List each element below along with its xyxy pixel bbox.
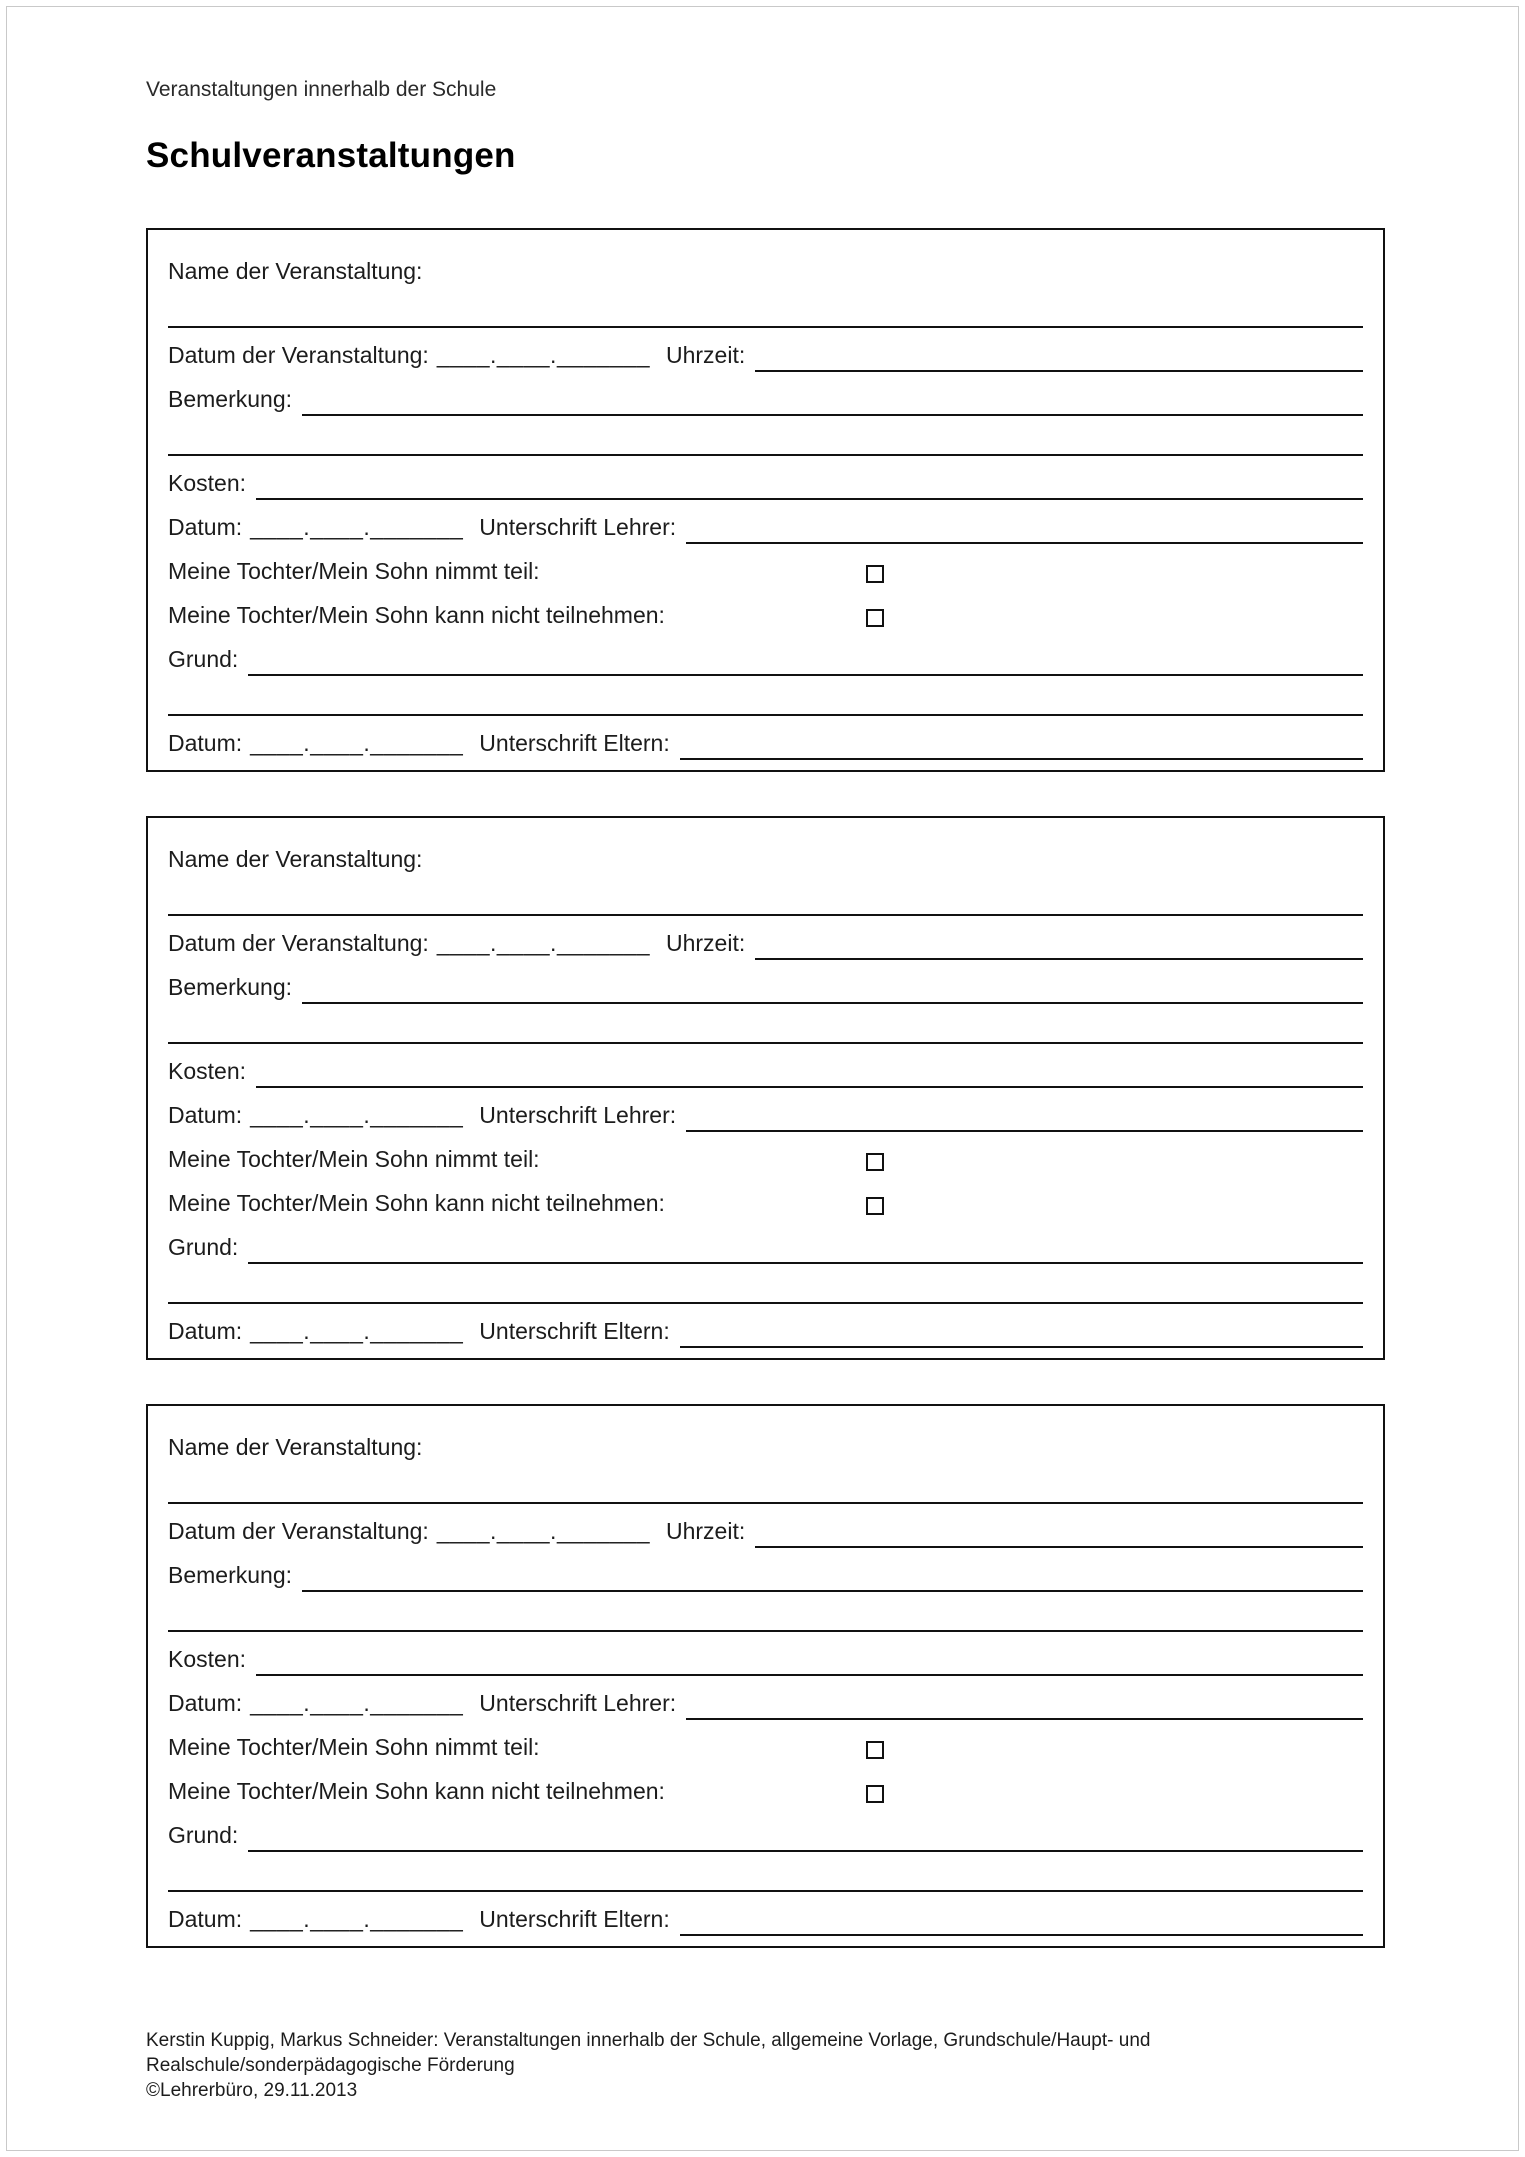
participate-checkbox[interactable] [866, 1153, 884, 1171]
cost-label: Kosten: [168, 1646, 246, 1672]
not-participate-label: Meine Tochter/Mein Sohn kann nicht teilnehmen: [168, 1778, 665, 1804]
time-label: Uhrzeit: [665, 1518, 746, 1544]
reason-continuation-field[interactable] [168, 1274, 1363, 1304]
parent-signature-label: Unterschrift Eltern: [479, 730, 670, 756]
cost-label: Kosten: [168, 1058, 246, 1084]
date-short-label: Datum: [168, 514, 243, 540]
event-name-row [168, 832, 1363, 876]
reason-row [168, 632, 1363, 676]
participate-checkbox[interactable] [866, 1741, 884, 1759]
event-date-label: Datum der Veranstaltung: [168, 930, 429, 956]
not-participate-label: Meine Tochter/Mein Sohn kann nicht teilnehmen: [168, 602, 665, 628]
event-name-row [168, 1420, 1363, 1464]
event-name-label: Name der Veranstaltung: [168, 1434, 423, 1460]
date-short-label: Datum: [168, 1318, 243, 1344]
participate-checkbox[interactable] [866, 565, 884, 583]
event-name-label: Name der Veranstaltung: [168, 846, 423, 872]
remark-label: Bemerkung: [168, 386, 293, 412]
date-short-label: Datum: [168, 1690, 243, 1716]
reason-field[interactable] [248, 1822, 1363, 1852]
participate-label: Meine Tochter/Mein Sohn nimmt teil: [168, 1734, 540, 1760]
time-label: Uhrzeit: [665, 342, 746, 368]
time-label: Uhrzeit: [665, 930, 746, 956]
reason-continuation-field[interactable] [168, 1862, 1363, 1892]
event-date-label: Datum der Veranstaltung: [168, 1518, 429, 1544]
cost-label: Kosten: [168, 470, 246, 496]
reason-label: Grund: [168, 1822, 239, 1848]
remark-continuation-row [168, 1592, 1363, 1632]
participate-row [168, 1132, 1363, 1176]
participate-row [168, 1720, 1363, 1764]
participate-label: Meine Tochter/Mein Sohn nimmt teil: [168, 1146, 540, 1172]
parent-date-field[interactable]: ____.____._______ [250, 1906, 464, 1932]
time-field[interactable] [755, 1518, 1363, 1548]
footer-credit: Kerstin Kuppig, Markus Schneider: Veranstaltungen innerhalb der Schule, allgemeine Vorlage, Grundschule/Haupt- und Realschule/sonderpädagogische Förderung [146, 2030, 1151, 2076]
event-date-row [168, 328, 1363, 372]
event-name-field[interactable] [168, 298, 1363, 328]
event-date-field[interactable]: ____.____._______ [436, 930, 650, 956]
remark-continuation-field[interactable] [168, 1602, 1363, 1632]
remark-field[interactable] [302, 974, 1363, 1004]
page-title: Schulveranstaltungen [146, 136, 516, 175]
parent-signature-row [168, 716, 1363, 760]
not-participate-row [168, 588, 1363, 632]
date-short-label: Datum: [168, 730, 243, 756]
remark-row [168, 372, 1363, 416]
teacher-signature-row [168, 1676, 1363, 1720]
participate-row [168, 544, 1363, 588]
event-date-row [168, 1504, 1363, 1548]
reason-continuation-row [168, 676, 1363, 716]
document-subject: Veranstaltungen innerhalb der Schule [146, 78, 497, 101]
teacher-signature-row [168, 500, 1363, 544]
teacher-signature-field[interactable] [686, 1690, 1363, 1720]
event-date-label: Datum der Veranstaltung: [168, 342, 429, 368]
date-short-label: Datum: [168, 1906, 243, 1932]
cost-row [168, 1044, 1363, 1088]
reason-continuation-field[interactable] [168, 686, 1363, 716]
date-short-label: Datum: [168, 1102, 243, 1128]
cost-row [168, 456, 1363, 500]
reason-row [168, 1220, 1363, 1264]
document-footer [146, 2028, 1385, 2103]
teacher-signature-label: Unterschrift Lehrer: [479, 1102, 677, 1128]
remark-continuation-row [168, 416, 1363, 456]
reason-continuation-row [168, 1852, 1363, 1892]
not-participate-label: Meine Tochter/Mein Sohn kann nicht teilnehmen: [168, 1190, 665, 1216]
event-form-block [146, 1404, 1385, 1948]
not-participate-row [168, 1764, 1363, 1808]
remark-field[interactable] [302, 386, 1363, 416]
cost-field[interactable] [256, 1646, 1363, 1676]
not-participate-row [168, 1176, 1363, 1220]
event-date-field[interactable]: ____.____._______ [436, 1518, 650, 1544]
teacher-signature-field[interactable] [686, 1102, 1363, 1132]
remark-continuation-row [168, 1004, 1363, 1044]
time-field[interactable] [755, 342, 1363, 372]
not-participate-checkbox[interactable] [866, 1785, 884, 1803]
event-name-field[interactable] [168, 1474, 1363, 1504]
parent-signature-label: Unterschrift Eltern: [479, 1906, 670, 1932]
remark-field[interactable] [302, 1562, 1363, 1592]
reason-row [168, 1808, 1363, 1852]
parent-signature-field[interactable] [680, 1318, 1363, 1348]
cost-field[interactable] [256, 470, 1363, 500]
teacher-signature-label: Unterschrift Lehrer: [479, 1690, 677, 1716]
cost-field[interactable] [256, 1058, 1363, 1088]
teacher-date-field[interactable]: ____.____._______ [250, 1102, 464, 1128]
not-participate-checkbox[interactable] [866, 1197, 884, 1215]
parent-signature-row [168, 1892, 1363, 1936]
parent-date-field[interactable]: ____.____._______ [250, 730, 464, 756]
not-participate-checkbox[interactable] [866, 609, 884, 627]
event-date-field[interactable]: ____.____._______ [436, 342, 650, 368]
remark-label: Bemerkung: [168, 974, 293, 1000]
teacher-signature-row [168, 1088, 1363, 1132]
footer-copyright: ©Lehrerbüro, 29.11.2013 [146, 2080, 358, 2101]
event-name-field-row [168, 288, 1363, 328]
remark-label: Bemerkung: [168, 1562, 293, 1588]
time-field[interactable] [755, 930, 1363, 960]
teacher-date-field[interactable]: ____.____._______ [250, 1690, 464, 1716]
event-name-field-row [168, 876, 1363, 916]
reason-field[interactable] [248, 646, 1363, 676]
parent-signature-row [168, 1304, 1363, 1348]
reason-label: Grund: [168, 646, 239, 672]
event-form-block [146, 228, 1385, 772]
parent-signature-field[interactable] [680, 1906, 1363, 1936]
reason-label: Grund: [168, 1234, 239, 1260]
event-date-row [168, 916, 1363, 960]
event-name-row [168, 244, 1363, 288]
remark-row [168, 1548, 1363, 1592]
remark-continuation-field[interactable] [168, 426, 1363, 456]
reason-field[interactable] [248, 1234, 1363, 1264]
parent-signature-label: Unterschrift Eltern: [479, 1318, 670, 1344]
cost-row [168, 1632, 1363, 1676]
reason-continuation-row [168, 1264, 1363, 1304]
event-name-field[interactable] [168, 886, 1363, 916]
parent-date-field[interactable]: ____.____._______ [250, 1318, 464, 1344]
parent-signature-field[interactable] [680, 730, 1363, 760]
teacher-date-field[interactable]: ____.____._______ [250, 514, 464, 540]
teacher-signature-label: Unterschrift Lehrer: [479, 514, 677, 540]
event-name-field-row [168, 1464, 1363, 1504]
teacher-signature-field[interactable] [686, 514, 1363, 544]
event-name-label: Name der Veranstaltung: [168, 258, 423, 284]
remark-row [168, 960, 1363, 1004]
participate-label: Meine Tochter/Mein Sohn nimmt teil: [168, 558, 540, 584]
remark-continuation-field[interactable] [168, 1014, 1363, 1044]
event-form-block [146, 816, 1385, 1360]
